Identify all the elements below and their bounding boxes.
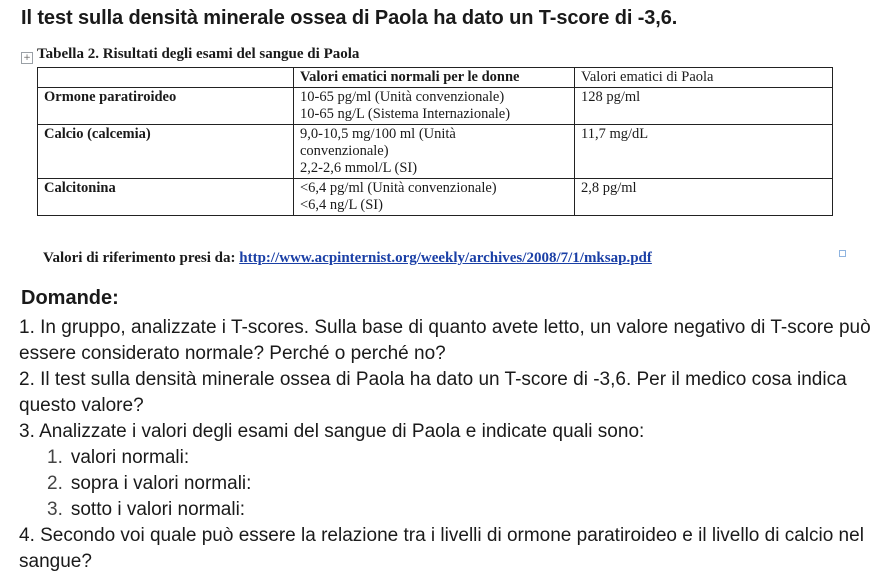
header-paola-text: Valori ematici di Paola [581, 69, 714, 85]
list-item-number: 3. [47, 499, 63, 520]
normal-value-line: convenzionale) [300, 143, 389, 159]
question-2: 2. Il test sulla densità minerale ossea di Paola ha dato un T-score di -3,6. Per il medico cosa indica questo valore? [19, 369, 847, 416]
normal-value-line: 10-65 ng/L (Sistema Internazionale) [300, 106, 511, 122]
list-item-text: sotto i valori normali: [70, 499, 246, 520]
normal-values-cell [294, 179, 575, 216]
header-cell-empty [38, 68, 294, 88]
paola-value-cell: 11,7 mg/dL [575, 125, 833, 179]
normal-value-line: 2,2-2,6 mmol/L (SI) [300, 160, 418, 176]
list-item-number: 2. [47, 473, 63, 494]
parameter-cell: Calcio (calcemia) [38, 125, 294, 179]
table-move-handle-icon[interactable]: + [21, 52, 33, 64]
table-row [38, 88, 833, 125]
normal-values-cell [294, 125, 575, 179]
headline: Il test sulla densità minerale ossea di Paola ha dato un T-score di -3,6. [21, 7, 678, 29]
list-item-text: valori normali: [70, 447, 190, 468]
parameter-cell: Ormone paratiroideo [38, 88, 294, 125]
header-cell-normal-values [294, 68, 575, 88]
source-link[interactable]: http://www.acpinternist.org/weekly/archives/2008/7/1/mksap.pdf [239, 250, 652, 266]
table-resize-handle[interactable] [839, 250, 846, 257]
paola-value-cell: 2,8 pg/ml [575, 179, 833, 216]
normal-value-line: 9,0-10,5 mg/100 ml (Unità [300, 126, 456, 142]
normal-values-cell [294, 88, 575, 125]
table-caption: Tabella 2. Risultati degli esami del sangue di Paola [37, 46, 360, 62]
list-item [19, 497, 879, 523]
question-4: 4. Secondo voi quale può essere la relazione tra i livelli di ormone paratiroideo e il livello di calcio nel sangue? [19, 525, 864, 572]
question-3: 3. Analizzate i valori degli esami del sangue di Paola e indicate quali sono: [19, 421, 645, 442]
header-cell-paola-values [575, 68, 833, 88]
reference-source-note [43, 250, 652, 267]
questions-list [19, 315, 879, 575]
table-header-row [38, 68, 833, 88]
paola-value-cell: 128 pg/ml [575, 88, 833, 125]
table-row [38, 179, 833, 216]
source-label: Valori di riferimento presi da: [43, 250, 236, 266]
table-row [38, 125, 833, 179]
blood-results-table [37, 67, 833, 216]
question-1: 1. In gruppo, analizzate i T-scores. Sulla base di quanto avete letto, un valore negativo di T-score può essere considerato normale? Perché o perché no? [19, 317, 871, 364]
list-item-text: sopra i valori normali: [70, 473, 252, 494]
normal-value-line: <6,4 ng/L (SI) [300, 197, 383, 213]
list-item [19, 445, 879, 471]
list-item [19, 471, 879, 497]
parameter-cell: Calcitonina [38, 179, 294, 216]
list-item-number: 1. [47, 447, 63, 468]
normal-value-line: 10-65 pg/ml (Unità convenzionale) [300, 89, 505, 105]
question-3-sublist [19, 445, 879, 523]
normal-value-line: <6,4 pg/ml (Unità convenzionale) [300, 180, 497, 196]
questions-title: Domande: [21, 287, 119, 309]
header-normal-text: Valori ematici normali per le donne [300, 69, 520, 85]
